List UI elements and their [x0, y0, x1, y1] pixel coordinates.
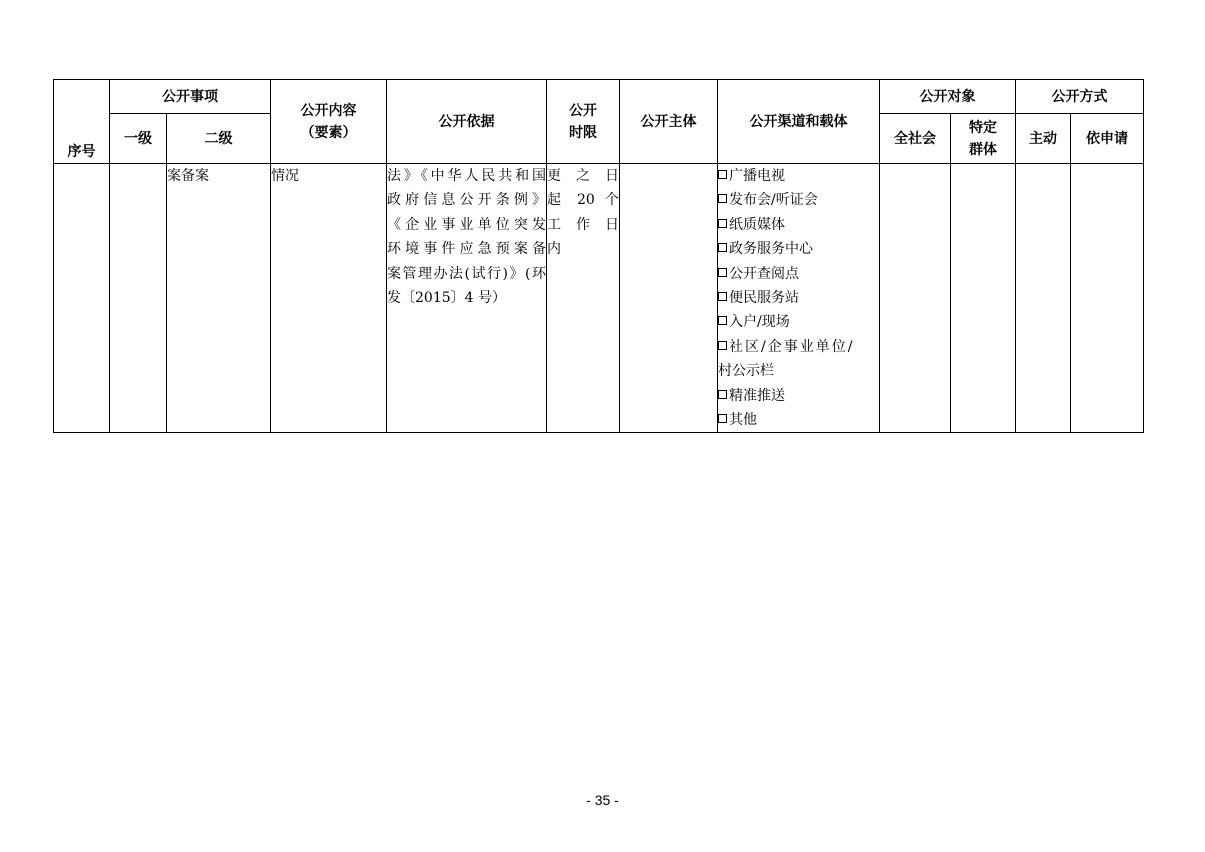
- channel-label: 入户/现场: [729, 314, 790, 331]
- basis-line: 《企业事业单位突发: [387, 216, 546, 233]
- header-level1: 一级: [110, 114, 167, 164]
- channel-item: [718, 237, 879, 261]
- header-limit-line2: 时限: [569, 124, 597, 141]
- header-basis: 公开依据: [387, 80, 547, 164]
- channel-label: 其他: [729, 412, 757, 429]
- header-seq: 序号: [54, 80, 110, 164]
- cell-limit: [547, 164, 620, 433]
- header-specific-line1: 特定: [969, 119, 997, 136]
- basis-line: 环境事件应急预案备: [387, 241, 546, 258]
- checkbox-icon: [718, 194, 727, 203]
- cell-active: [1016, 164, 1071, 433]
- page-number: - 35 -: [586, 792, 619, 808]
- basis-line: 发〔2015〕4 号）: [387, 290, 506, 307]
- basis-line: 政府信息公开条例》: [387, 192, 546, 209]
- channel-item: [718, 286, 879, 310]
- cell-level1: [110, 164, 167, 433]
- checkbox-icon: [718, 219, 727, 228]
- channel-label: 便民服务站: [729, 290, 799, 307]
- header-specific-group: [951, 114, 1016, 164]
- channel-item: [718, 164, 879, 188]
- checkbox-icon: [718, 268, 727, 277]
- cell-level2: 案备案: [167, 164, 271, 433]
- channel-item: [718, 310, 879, 334]
- table-row: [54, 164, 1144, 433]
- channel-item: [718, 408, 879, 432]
- channel-label: 发布会/听证会: [729, 192, 818, 209]
- header-target: 公开对象: [880, 80, 1016, 114]
- cell-all-society: [880, 164, 951, 433]
- channel-item: [718, 213, 879, 237]
- header-channel: 公开渠道和载体: [718, 80, 880, 164]
- header-specific-line2: 群体: [969, 141, 997, 158]
- header-method: 公开方式: [1016, 80, 1144, 114]
- header-content: [271, 80, 387, 164]
- checkbox-icon: [718, 316, 727, 325]
- header-limit-line1: 公开: [569, 102, 597, 119]
- header-content-line1: 公开内容: [300, 102, 357, 119]
- channel-label: 公开查阅点: [729, 265, 799, 282]
- cell-on-request: [1071, 164, 1144, 433]
- checkbox-icon: [718, 390, 727, 399]
- header-all-society: 全社会: [880, 114, 951, 164]
- checkbox-icon: [718, 292, 727, 301]
- cell-subject: [620, 164, 718, 433]
- channel-label: 精准推送: [729, 387, 785, 404]
- channel-label: 纸质媒体: [729, 216, 785, 233]
- channel-label: 广播电视: [729, 168, 785, 184]
- limit-line: 更 之 日: [547, 168, 619, 184]
- basis-line: 法》《中华人民共和国: [387, 168, 546, 184]
- checkbox-icon: [718, 170, 727, 179]
- limit-line: 工 作 日: [547, 216, 619, 233]
- header-content-line2: （要素）: [300, 124, 357, 141]
- cell-channel: [718, 164, 880, 433]
- checkbox-icon: [718, 243, 727, 252]
- channel-item: [718, 335, 879, 359]
- cell-basis: [387, 164, 547, 433]
- channel-label: 社区/企事业单位/: [729, 338, 855, 355]
- checkbox-icon: [718, 414, 727, 423]
- header-active: 主动: [1016, 114, 1071, 164]
- channel-item: [718, 262, 879, 286]
- checkbox-icon: [718, 341, 727, 350]
- basis-line: 案管理办法(试行)》(环: [387, 265, 546, 282]
- header-level2: 二级: [167, 114, 271, 164]
- header-matter: 公开事项: [110, 80, 271, 114]
- disclosure-table: [53, 79, 1144, 433]
- limit-line: 起 20 个: [547, 192, 619, 209]
- cell-content: 情况: [271, 164, 387, 433]
- cell-seq: [54, 164, 110, 433]
- header-on-request: 依申请: [1071, 114, 1144, 164]
- channel-item-continued: 村公示栏: [718, 363, 774, 380]
- cell-specific-group: [951, 164, 1016, 433]
- limit-line: 内: [547, 241, 561, 258]
- channel-item: [718, 188, 879, 212]
- channel-label: 政务服务中心: [729, 241, 813, 258]
- header-subject: 公开主体: [620, 80, 718, 164]
- header-limit: [547, 80, 620, 164]
- channel-item: [718, 384, 879, 408]
